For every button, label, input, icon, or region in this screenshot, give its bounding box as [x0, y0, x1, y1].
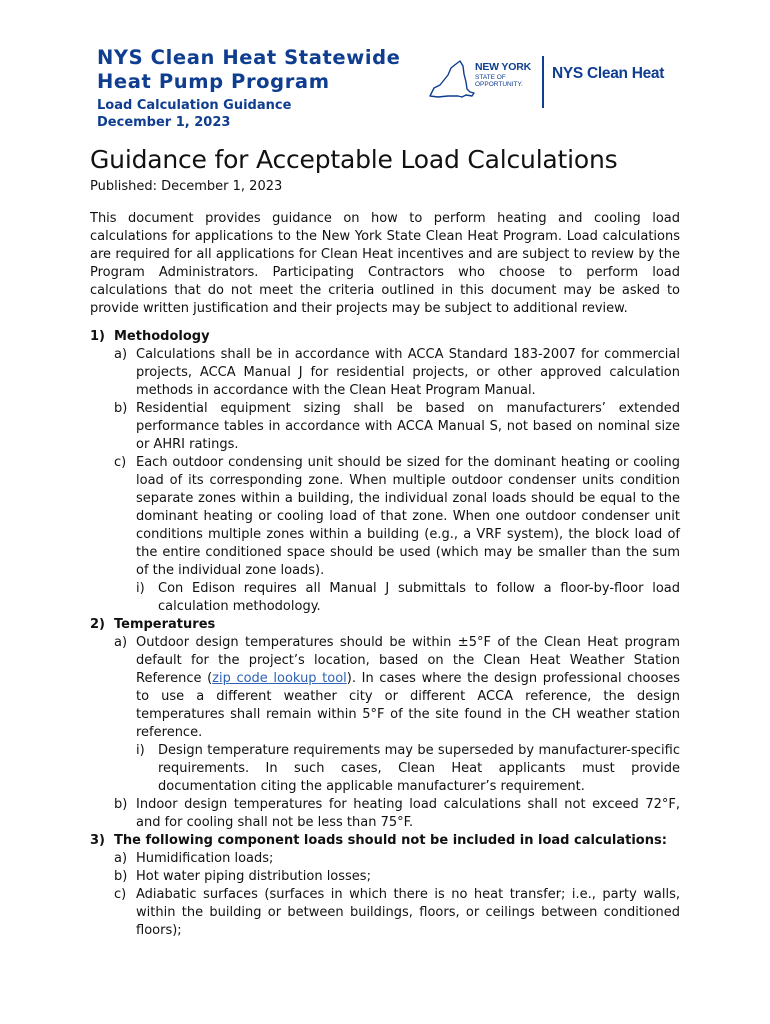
- section-heading: Methodology: [114, 329, 210, 344]
- item-marker: b): [114, 869, 128, 884]
- item-text-continued: ). In cases where the design professional chooses to use a different weather city or different ACCA reference, the design temperatures shall remain within 5°F of the site found in the CH weather station reference.: [136, 671, 681, 740]
- sub-item-text: Con Edison requires all Manual J submittals to follow a floor-by-floor load calculation methodology.: [158, 581, 680, 614]
- item-text: Calculations shall be in accordance with ACCA Standard 183-2007 for commercial projects, ACCA Manual J for residential projects, or other approved calculation methods in accordance with the Clean Heat Program Manual.: [136, 347, 680, 398]
- section-number: 3): [90, 833, 105, 848]
- list-item: [114, 346, 680, 400]
- nys-clean-heat-logo: [428, 52, 678, 112]
- sections-list: [90, 328, 680, 940]
- intro-paragraph: This document provides guidance on how to perform heating and cooling load calculations for applications to the New York State Clean Heat Program. Load calculations are required for all applications for Clean Heat incentives and are subject to review by the Program Administrators. Participating Contractors who choose to perform load calculations that do not meet the criteria outlined in this document may be asked to provide written justification and their projects may be subject to additional review.: [90, 211, 680, 316]
- list-item: [114, 796, 680, 832]
- list-item: [114, 454, 680, 616]
- published-date: Published: December 1, 2023: [90, 179, 283, 194]
- item-marker: a): [114, 635, 128, 650]
- list-item: [114, 850, 680, 868]
- section-heading: The following component loads should not be included in load calculations:: [114, 833, 667, 848]
- item-text: Indoor design temperatures for heating load calculations shall not exceed 72°F, and for cooling shall not be less than 75°F.: [136, 797, 680, 830]
- document-title: Guidance for Acceptable Load Calculations: [90, 145, 618, 174]
- sub-item-marker: i): [136, 743, 145, 758]
- zip-code-lookup-link[interactable]: zip code lookup tool: [212, 671, 347, 686]
- logo-divider: [542, 56, 544, 108]
- logo-brand-name: NYS Clean Heat: [552, 65, 665, 82]
- item-text: Outdoor design temperatures should be within ±5°F of the Clean Heat program default for the project’s location, based on the Clean Heat Weather Station Reference (: [136, 635, 680, 686]
- list-item: [114, 868, 680, 886]
- section-number: 1): [90, 329, 105, 344]
- new-york-state-map-icon: [428, 58, 476, 106]
- item-marker: c): [114, 455, 127, 470]
- item-marker: c): [114, 887, 127, 902]
- item-marker: b): [114, 401, 128, 416]
- item-text: Hot water piping distribution losses;: [136, 869, 371, 884]
- sub-item: [136, 580, 680, 616]
- item-text: Humidification loads;: [136, 851, 274, 866]
- guidance-date: December 1, 2023: [97, 115, 231, 130]
- item-text: Residential equipment sizing shall be based on manufacturers’ extended performance tables in accordance with ACCA Manual S, not based on nominal size or AHRI ratings.: [136, 401, 680, 452]
- item-marker: b): [114, 797, 128, 812]
- sub-item-text: Design temperature requirements may be superseded by manufacturer-specific requirements. In such cases, Clean Heat applicants must provide documentation citing the applicable manufacturer’s requirement.: [158, 743, 680, 794]
- section-temperatures: [90, 616, 680, 832]
- list-item: [114, 886, 680, 940]
- section-heading: Temperatures: [114, 617, 216, 632]
- item-text: Each outdoor condensing unit should be sized for the dominant heating or cooling load of its corresponding zone. When multiple outdoor condenser units condition separate zones within a building, the individual zonal loads should be equal to the dominant heating or cooling load of that zone. When one outdoor condenser unit conditions multiple zones within a building (e.g., a VRF system), the block load of the entire conditioned space should be used (which may be smaller than the sum of the individual zone loads).: [136, 455, 680, 578]
- section-number: 2): [90, 617, 105, 632]
- section-methodology: [90, 328, 680, 616]
- sub-item: [136, 742, 680, 796]
- guidance-subtitle: Load Calculation Guidance: [97, 98, 292, 113]
- program-title-line1: NYS Clean Heat Statewide: [97, 46, 401, 69]
- list-item: [114, 400, 680, 454]
- item-marker: a): [114, 347, 128, 362]
- sub-item-marker: i): [136, 581, 145, 596]
- item-marker: a): [114, 851, 128, 866]
- logo-new-york: NEW YORK: [475, 61, 531, 73]
- logo-opportunity: OPPORTUNITY.: [475, 81, 523, 88]
- item-text: Adiabatic surfaces (surfaces in which there is no heat transfer; i.e., party walls, within the building or between buildings, floors, or ceilings between conditioned floors);: [136, 887, 680, 938]
- list-item: [114, 634, 680, 796]
- logo-state-of: STATE OF: [475, 74, 506, 81]
- section-excluded-loads: [90, 832, 680, 940]
- program-header: [97, 46, 401, 131]
- document-body: [90, 142, 680, 940]
- program-title-line2: Heat Pump Program: [97, 70, 330, 93]
